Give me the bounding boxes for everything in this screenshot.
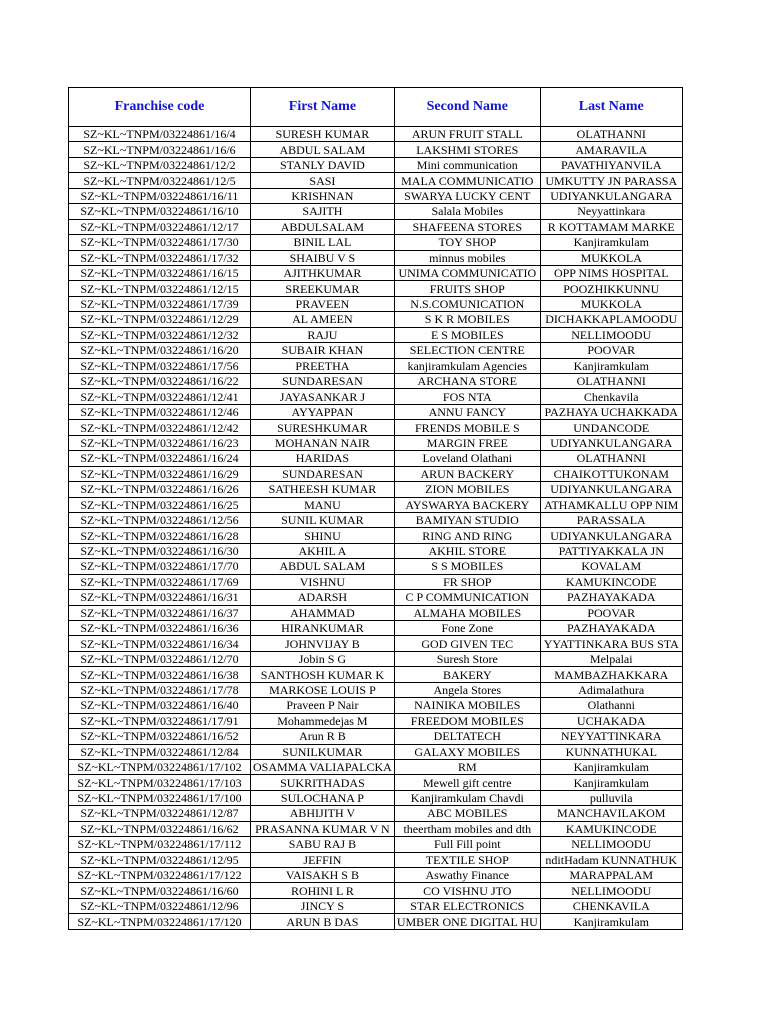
cell-franchise-code: SZ~KL~TNPM/03224861/16/60 xyxy=(69,883,251,898)
cell-second-name: UNIMA COMMUNICATIO xyxy=(394,265,540,280)
cell-second-name: AKHIL STORE xyxy=(394,543,540,558)
cell-last-name: KAMUKINCODE xyxy=(540,821,682,836)
cell-second-name: SHAFEENA STORES xyxy=(394,219,540,234)
cell-franchise-code: SZ~KL~TNPM/03224861/16/24 xyxy=(69,451,251,466)
cell-second-name: ABC MOBILES xyxy=(394,806,540,821)
cell-last-name: PAZHAYAKADA xyxy=(540,621,682,636)
cell-first-name: Arun R B xyxy=(251,729,395,744)
cell-last-name: KOVALAM xyxy=(540,559,682,574)
cell-second-name: S K R MOBILES xyxy=(394,312,540,327)
table-row xyxy=(69,590,683,605)
cell-franchise-code: SZ~KL~TNPM/03224861/17/112 xyxy=(69,837,251,852)
cell-second-name: Mewell gift centre xyxy=(394,775,540,790)
table-row xyxy=(69,729,683,744)
table-row xyxy=(69,435,683,450)
cell-first-name: SUNILKUMAR xyxy=(251,744,395,759)
cell-second-name: Aswathy Finance xyxy=(394,868,540,883)
cell-second-name: GOD GIVEN TEC xyxy=(394,636,540,651)
cell-franchise-code: SZ~KL~TNPM/03224861/16/6 xyxy=(69,142,251,157)
cell-franchise-code: SZ~KL~TNPM/03224861/12/32 xyxy=(69,327,251,342)
cell-last-name: KAMUKINCODE xyxy=(540,574,682,589)
cell-first-name: JAYASANKAR J xyxy=(251,389,395,404)
table-row xyxy=(69,636,683,651)
table-row xyxy=(69,157,683,172)
table-row xyxy=(69,142,683,157)
cell-last-name: CHAIKOTTUKONAM xyxy=(540,466,682,481)
cell-last-name: MUKKOLA xyxy=(540,296,682,311)
table-row xyxy=(69,358,683,373)
cell-last-name: Adimalathura xyxy=(540,682,682,697)
cell-last-name: MANCHAVILAKOM xyxy=(540,806,682,821)
cell-first-name: HIRANKUMAR xyxy=(251,621,395,636)
table-row xyxy=(69,512,683,527)
table-row xyxy=(69,574,683,589)
cell-first-name: AYYAPPAN xyxy=(251,404,395,419)
cell-second-name: theertham mobiles and dth xyxy=(394,821,540,836)
header-last-name: Last Name xyxy=(540,88,682,127)
cell-last-name: PATTIYAKKALA JN xyxy=(540,543,682,558)
cell-first-name: VISHNU xyxy=(251,574,395,589)
cell-first-name: JINCY S xyxy=(251,898,395,913)
table-row xyxy=(69,235,683,250)
table-row xyxy=(69,497,683,512)
cell-franchise-code: SZ~KL~TNPM/03224861/17/32 xyxy=(69,250,251,265)
cell-last-name: UNDANCODE xyxy=(540,420,682,435)
table-row xyxy=(69,420,683,435)
cell-second-name: LAKSHMI STORES xyxy=(394,142,540,157)
cell-franchise-code: SZ~KL~TNPM/03224861/17/39 xyxy=(69,296,251,311)
cell-franchise-code: SZ~KL~TNPM/03224861/16/37 xyxy=(69,605,251,620)
cell-second-name: ALMAHA MOBILES xyxy=(394,605,540,620)
cell-franchise-code: SZ~KL~TNPM/03224861/16/28 xyxy=(69,528,251,543)
cell-franchise-code: SZ~KL~TNPM/03224861/17/120 xyxy=(69,914,251,929)
table-row xyxy=(69,883,683,898)
cell-franchise-code: SZ~KL~TNPM/03224861/16/20 xyxy=(69,343,251,358)
cell-franchise-code: SZ~KL~TNPM/03224861/16/4 xyxy=(69,127,251,142)
table-row xyxy=(69,312,683,327)
cell-franchise-code: SZ~KL~TNPM/03224861/16/36 xyxy=(69,621,251,636)
table-row xyxy=(69,127,683,142)
cell-second-name: Fone Zone xyxy=(394,621,540,636)
table-row xyxy=(69,543,683,558)
cell-second-name: CO VISHNU JTO xyxy=(394,883,540,898)
table-row xyxy=(69,713,683,728)
cell-franchise-code: SZ~KL~TNPM/03224861/17/56 xyxy=(69,358,251,373)
cell-first-name: OSAMMA VALIAPALCKA xyxy=(251,759,395,774)
cell-franchise-code: SZ~KL~TNPM/03224861/16/31 xyxy=(69,590,251,605)
table-row xyxy=(69,219,683,234)
cell-first-name: SUKRITHADAS xyxy=(251,775,395,790)
table-row xyxy=(69,250,683,265)
cell-last-name: Melpalai xyxy=(540,651,682,666)
cell-franchise-code: SZ~KL~TNPM/03224861/17/100 xyxy=(69,790,251,805)
cell-last-name: UDIYANKULANGARA xyxy=(540,528,682,543)
table-row xyxy=(69,898,683,913)
cell-franchise-code: SZ~KL~TNPM/03224861/16/11 xyxy=(69,188,251,203)
header-row xyxy=(69,88,683,127)
cell-second-name: Loveland Olathani xyxy=(394,451,540,466)
cell-franchise-code: SZ~KL~TNPM/03224861/16/34 xyxy=(69,636,251,651)
cell-last-name: UDIYANKULANGARA xyxy=(540,188,682,203)
cell-first-name: ABDUL SALAM xyxy=(251,142,395,157)
cell-franchise-code: SZ~KL~TNPM/03224861/16/10 xyxy=(69,204,251,219)
cell-second-name: RM xyxy=(394,759,540,774)
cell-last-name: DICHAKKAPLAMOODU xyxy=(540,312,682,327)
cell-last-name: Kanjiramkulam xyxy=(540,358,682,373)
table-row xyxy=(69,389,683,404)
cell-first-name: MANU xyxy=(251,497,395,512)
table-row xyxy=(69,404,683,419)
cell-last-name: PAVATHIYANVILA xyxy=(540,157,682,172)
table-row xyxy=(69,451,683,466)
table-row xyxy=(69,775,683,790)
cell-first-name: SUNDARESAN xyxy=(251,374,395,389)
cell-first-name: AJITHKUMAR xyxy=(251,265,395,280)
table-row xyxy=(69,667,683,682)
table-row xyxy=(69,759,683,774)
cell-franchise-code: SZ~KL~TNPM/03224861/16/26 xyxy=(69,482,251,497)
cell-franchise-code: SZ~KL~TNPM/03224861/16/23 xyxy=(69,435,251,450)
cell-second-name: N.S.COMUNICATION xyxy=(394,296,540,311)
cell-last-name: MARAPPALAM xyxy=(540,868,682,883)
cell-last-name: KUNNATHUKAL xyxy=(540,744,682,759)
cell-franchise-code: SZ~KL~TNPM/03224861/17/30 xyxy=(69,235,251,250)
cell-franchise-code: SZ~KL~TNPM/03224861/17/103 xyxy=(69,775,251,790)
cell-last-name: NELLIMOODU xyxy=(540,837,682,852)
cell-franchise-code: SZ~KL~TNPM/03224861/16/62 xyxy=(69,821,251,836)
cell-first-name: PREETHA xyxy=(251,358,395,373)
table-row xyxy=(69,605,683,620)
table-row xyxy=(69,837,683,852)
cell-second-name: FOS NTA xyxy=(394,389,540,404)
header-franchise-code: Franchise code xyxy=(69,88,251,127)
cell-second-name: GALAXY MOBILES xyxy=(394,744,540,759)
cell-last-name: R KOTTAMAM MARKE xyxy=(540,219,682,234)
cell-franchise-code: SZ~KL~TNPM/03224861/12/42 xyxy=(69,420,251,435)
cell-second-name: S S MOBILES xyxy=(394,559,540,574)
table-row xyxy=(69,698,683,713)
cell-franchise-code: SZ~KL~TNPM/03224861/16/52 xyxy=(69,729,251,744)
cell-first-name: Mohammedejas M xyxy=(251,713,395,728)
table-row xyxy=(69,744,683,759)
cell-franchise-code: SZ~KL~TNPM/03224861/17/91 xyxy=(69,713,251,728)
table-row xyxy=(69,265,683,280)
cell-first-name: ROHINI L R xyxy=(251,883,395,898)
cell-last-name: OLATHANNI xyxy=(540,451,682,466)
cell-last-name: Kanjiramkulam xyxy=(540,759,682,774)
cell-franchise-code: SZ~KL~TNPM/03224861/12/87 xyxy=(69,806,251,821)
table-row xyxy=(69,296,683,311)
cell-first-name: SUBAIR KHAN xyxy=(251,343,395,358)
cell-second-name: ARUN BACKERY xyxy=(394,466,540,481)
cell-franchise-code: SZ~KL~TNPM/03224861/16/38 xyxy=(69,667,251,682)
cell-first-name: SUNIL KUMAR xyxy=(251,512,395,527)
table-row xyxy=(69,790,683,805)
cell-last-name: PAZHAYAKADA xyxy=(540,590,682,605)
cell-franchise-code: SZ~KL~TNPM/03224861/12/2 xyxy=(69,157,251,172)
cell-second-name: STAR ELECTRONICS xyxy=(394,898,540,913)
cell-franchise-code: SZ~KL~TNPM/03224861/12/17 xyxy=(69,219,251,234)
cell-first-name: AL AMEEN xyxy=(251,312,395,327)
cell-franchise-code: SZ~KL~TNPM/03224861/12/70 xyxy=(69,651,251,666)
cell-second-name: MARGIN FREE xyxy=(394,435,540,450)
cell-first-name: SAJITH xyxy=(251,204,395,219)
cell-last-name: MAMBAZHAKKARA xyxy=(540,667,682,682)
cell-first-name: AKHIL A xyxy=(251,543,395,558)
cell-second-name: SWARYA LUCKY CENT xyxy=(394,188,540,203)
cell-last-name: NELLIMOODU xyxy=(540,883,682,898)
table-body xyxy=(69,127,683,930)
cell-last-name: NEYYATTINKARA xyxy=(540,729,682,744)
cell-last-name: YYATTINKARA BUS STA xyxy=(540,636,682,651)
cell-franchise-code: SZ~KL~TNPM/03224861/12/95 xyxy=(69,852,251,867)
cell-first-name: HARIDAS xyxy=(251,451,395,466)
cell-second-name: Mini communication xyxy=(394,157,540,172)
cell-franchise-code: SZ~KL~TNPM/03224861/12/5 xyxy=(69,173,251,188)
cell-first-name: STANLY DAVID xyxy=(251,157,395,172)
cell-last-name: PAZHAYA UCHAKKADA xyxy=(540,404,682,419)
cell-second-name: minnus mobiles xyxy=(394,250,540,265)
cell-franchise-code: SZ~KL~TNPM/03224861/16/25 xyxy=(69,497,251,512)
header-second-name: Second Name xyxy=(394,88,540,127)
cell-second-name: BAMIYAN STUDIO xyxy=(394,512,540,527)
cell-first-name: MOHANAN NAIR xyxy=(251,435,395,450)
cell-first-name: Jobin S G xyxy=(251,651,395,666)
table-row xyxy=(69,621,683,636)
table-row xyxy=(69,188,683,203)
table-row xyxy=(69,682,683,697)
cell-second-name: DELTATECH xyxy=(394,729,540,744)
cell-first-name: SREEKUMAR xyxy=(251,281,395,296)
cell-first-name: PRASANNA KUMAR V N xyxy=(251,821,395,836)
franchise-table xyxy=(68,87,683,930)
cell-franchise-code: SZ~KL~TNPM/03224861/12/15 xyxy=(69,281,251,296)
cell-second-name: RING AND RING xyxy=(394,528,540,543)
cell-second-name: ARCHANA STORE xyxy=(394,374,540,389)
cell-franchise-code: SZ~KL~TNPM/03224861/12/96 xyxy=(69,898,251,913)
cell-franchise-code: SZ~KL~TNPM/03224861/12/29 xyxy=(69,312,251,327)
cell-second-name: NAINIKA MOBILES xyxy=(394,698,540,713)
cell-last-name: UCHAKADA xyxy=(540,713,682,728)
table-row xyxy=(69,327,683,342)
cell-last-name: AMARAVILA xyxy=(540,142,682,157)
cell-first-name: SABU RAJ B xyxy=(251,837,395,852)
cell-first-name: ABDUL SALAM xyxy=(251,559,395,574)
cell-last-name: OPP NIMS HOSPITAL xyxy=(540,265,682,280)
cell-franchise-code: SZ~KL~TNPM/03224861/12/41 xyxy=(69,389,251,404)
table-row xyxy=(69,204,683,219)
cell-last-name: Olathanni xyxy=(540,698,682,713)
table-row xyxy=(69,466,683,481)
cell-second-name: SELECTION CENTRE xyxy=(394,343,540,358)
cell-last-name: Kanjiramkulam xyxy=(540,775,682,790)
cell-franchise-code: SZ~KL~TNPM/03224861/17/122 xyxy=(69,868,251,883)
cell-second-name: Full Fill point xyxy=(394,837,540,852)
cell-last-name: OLATHANNI xyxy=(540,127,682,142)
cell-last-name: Kanjiramkulam xyxy=(540,235,682,250)
cell-first-name: BINIL LAL xyxy=(251,235,395,250)
cell-franchise-code: SZ~KL~TNPM/03224861/16/30 xyxy=(69,543,251,558)
cell-franchise-code: SZ~KL~TNPM/03224861/17/70 xyxy=(69,559,251,574)
cell-last-name: Chenkavila xyxy=(540,389,682,404)
cell-second-name: E S MOBILES xyxy=(394,327,540,342)
cell-second-name: BAKERY xyxy=(394,667,540,682)
header-first-name: First Name xyxy=(251,88,395,127)
cell-last-name: nditHadam KUNNATHUK xyxy=(540,852,682,867)
cell-first-name: SURESH KUMAR xyxy=(251,127,395,142)
cell-franchise-code: SZ~KL~TNPM/03224861/12/56 xyxy=(69,512,251,527)
table-row xyxy=(69,528,683,543)
cell-last-name: POOZHIKKUNNU xyxy=(540,281,682,296)
table-row xyxy=(69,374,683,389)
cell-first-name: JEFFIN xyxy=(251,852,395,867)
cell-first-name: ADARSH xyxy=(251,590,395,605)
cell-second-name: AYSWARYA BACKERY xyxy=(394,497,540,512)
cell-last-name: ATHAMKALLU OPP NIM xyxy=(540,497,682,512)
cell-second-name: ZION MOBILES xyxy=(394,482,540,497)
cell-second-name: FR SHOP xyxy=(394,574,540,589)
cell-franchise-code: SZ~KL~TNPM/03224861/16/15 xyxy=(69,265,251,280)
cell-last-name: pulluvila xyxy=(540,790,682,805)
cell-last-name: UDIYANKULANGARA xyxy=(540,435,682,450)
cell-franchise-code: SZ~KL~TNPM/03224861/17/69 xyxy=(69,574,251,589)
cell-franchise-code: SZ~KL~TNPM/03224861/17/78 xyxy=(69,682,251,697)
cell-franchise-code: SZ~KL~TNPM/03224861/16/29 xyxy=(69,466,251,481)
cell-last-name: UMKUTTY JN PARASSA xyxy=(540,173,682,188)
cell-first-name: ABDULSALAM xyxy=(251,219,395,234)
cell-first-name: SURESHKUMAR xyxy=(251,420,395,435)
table-row xyxy=(69,173,683,188)
cell-second-name: kanjiramkulam Agencies xyxy=(394,358,540,373)
cell-second-name: ARUN FRUIT STALL xyxy=(394,127,540,142)
cell-last-name: MUKKOLA xyxy=(540,250,682,265)
table-row xyxy=(69,559,683,574)
cell-second-name: FRENDS MOBILE S xyxy=(394,420,540,435)
cell-first-name: SHAIBU V S xyxy=(251,250,395,265)
table-row xyxy=(69,914,683,929)
cell-second-name: Salala Mobiles xyxy=(394,204,540,219)
cell-second-name: FREEDOM MOBILES xyxy=(394,713,540,728)
cell-franchise-code: SZ~KL~TNPM/03224861/12/84 xyxy=(69,744,251,759)
cell-first-name: PRAVEEN xyxy=(251,296,395,311)
cell-last-name: NELLIMOODU xyxy=(540,327,682,342)
cell-first-name: AHAMMAD xyxy=(251,605,395,620)
cell-second-name: TEXTILE SHOP xyxy=(394,852,540,867)
table-row xyxy=(69,651,683,666)
cell-second-name: Angela Stores xyxy=(394,682,540,697)
cell-last-name: Kanjiramkulam xyxy=(540,914,682,929)
cell-first-name: SATHEESH KUMAR xyxy=(251,482,395,497)
cell-last-name: UDIYANKULANGARA xyxy=(540,482,682,497)
table-row xyxy=(69,806,683,821)
table-row xyxy=(69,852,683,867)
cell-second-name: Kanjiramkulam Chavdi xyxy=(394,790,540,805)
cell-last-name: POOVAR xyxy=(540,343,682,358)
cell-first-name: SANTHOSH KUMAR K xyxy=(251,667,395,682)
cell-second-name: FRUITS SHOP xyxy=(394,281,540,296)
cell-first-name: MARKOSE LOUIS P xyxy=(251,682,395,697)
cell-first-name: VAISAKH S B xyxy=(251,868,395,883)
cell-franchise-code: SZ~KL~TNPM/03224861/16/22 xyxy=(69,374,251,389)
cell-last-name: OLATHANNI xyxy=(540,374,682,389)
table-row xyxy=(69,868,683,883)
table-row xyxy=(69,281,683,296)
cell-last-name: Neyyattinkara xyxy=(540,204,682,219)
cell-second-name: TOY SHOP xyxy=(394,235,540,250)
cell-last-name: CHENKAVILA xyxy=(540,898,682,913)
cell-last-name: POOVAR xyxy=(540,605,682,620)
table-row xyxy=(69,482,683,497)
cell-first-name: Praveen P Nair xyxy=(251,698,395,713)
cell-first-name: RAJU xyxy=(251,327,395,342)
cell-second-name: Suresh Store xyxy=(394,651,540,666)
cell-first-name: SULOCHANA P xyxy=(251,790,395,805)
cell-last-name: PARASSALA xyxy=(540,512,682,527)
cell-first-name: SASI xyxy=(251,173,395,188)
cell-second-name: ANNU FANCY xyxy=(394,404,540,419)
cell-second-name: UMBER ONE DIGITAL HU xyxy=(394,914,540,929)
cell-franchise-code: SZ~KL~TNPM/03224861/16/40 xyxy=(69,698,251,713)
cell-first-name: ARUN B DAS xyxy=(251,914,395,929)
table-row xyxy=(69,821,683,836)
cell-second-name: C P COMMUNICATION xyxy=(394,590,540,605)
cell-franchise-code: SZ~KL~TNPM/03224861/17/102 xyxy=(69,759,251,774)
cell-first-name: SHINU xyxy=(251,528,395,543)
cell-first-name: ABHIJITH V xyxy=(251,806,395,821)
table-row xyxy=(69,343,683,358)
cell-franchise-code: SZ~KL~TNPM/03224861/12/46 xyxy=(69,404,251,419)
cell-first-name: KRISHNAN xyxy=(251,188,395,203)
cell-first-name: JOHNVIJAY B xyxy=(251,636,395,651)
cell-first-name: SUNDARESAN xyxy=(251,466,395,481)
cell-second-name: MALA COMMUNICATIO xyxy=(394,173,540,188)
